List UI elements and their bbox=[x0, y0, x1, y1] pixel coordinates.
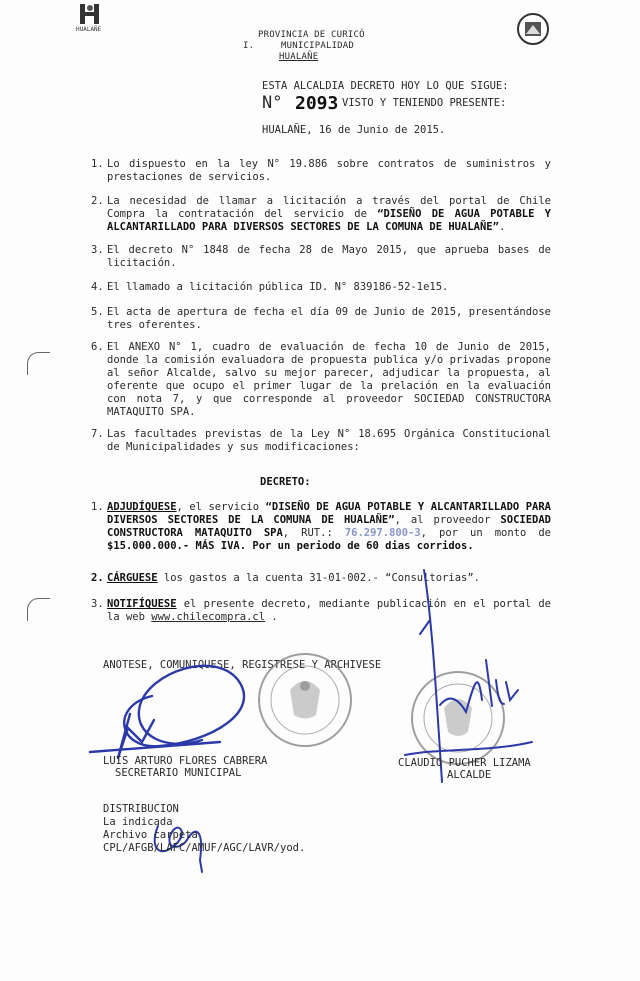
distribution-title: DISTRIBUCION bbox=[103, 803, 179, 815]
consideration-number: 5. bbox=[91, 306, 104, 318]
decree-intro-line2: VISTO Y TENIENDO PRESENTE: bbox=[342, 97, 507, 109]
decreto-text: el presente decreto, mediante publicación en el portal de la web bbox=[107, 598, 551, 623]
consideration-number: 6. bbox=[91, 341, 104, 353]
consideration-text: El llamado a licitación pública ID. N° 839186-52-1e15. bbox=[107, 281, 449, 293]
service-name-bold: “DISEÑO DE AGUA POTABLE Y ALCANTARILLADO PARA DIVERSOS SECTORES DE LA COMUNA DE HUALAÑE” bbox=[107, 501, 551, 526]
decreto-text: los gastos a la cuenta 31-01-002.- “Consultorias”. bbox=[157, 572, 480, 584]
carguese-label: CÁRGUESE bbox=[107, 572, 158, 584]
punch-hole-mark bbox=[27, 598, 50, 621]
distribution-line: Archivo carpeta bbox=[103, 829, 198, 841]
decreto-number: 1. bbox=[91, 501, 104, 513]
right-signatory-title: ALCALDE bbox=[447, 769, 492, 781]
punch-hole-mark bbox=[27, 352, 50, 375]
decree-date: HUALAÑE, 16 de Junio de 2015. bbox=[262, 124, 446, 136]
municipality-label: MUNICIPALIDAD bbox=[281, 41, 355, 51]
consideration-number: 7. bbox=[91, 428, 104, 440]
right-signatory-name: CLAUDIO PUCHER LIZAMA bbox=[398, 757, 531, 769]
distribution-line: La indicada bbox=[103, 816, 173, 828]
closing-line: ANOTESE, COMUNIQUESE, REGISTRESE Y ARCHIVESE bbox=[103, 659, 382, 671]
consideration-text: Las facultades previstas de la Ley N° 18.695 Orgánica Constitucional de Municipalidades y sus modificaciones: bbox=[107, 428, 551, 453]
chilecompra-link[interactable]: www.chilecompra.cl bbox=[151, 611, 266, 623]
consideration-number: 4. bbox=[91, 281, 104, 293]
decreto-title: DECRETO: bbox=[260, 476, 311, 488]
secretary-signature bbox=[90, 666, 244, 758]
decreto-text: , el servicio bbox=[176, 501, 266, 513]
decreto-text-end: . bbox=[265, 611, 278, 623]
provider-name-bold: SOCIEDAD CONSTRUCTORA MATAQUITO SPA bbox=[107, 514, 551, 539]
city-label: HUALAÑE bbox=[279, 52, 319, 62]
left-signatory-title: SECRETARIO MUNICIPAL bbox=[115, 767, 242, 779]
logo-left-label: HUALAÑE bbox=[76, 26, 102, 33]
decreto-text: , al proveedor bbox=[394, 514, 501, 526]
notifiquese-label: NOTIFÍQUESE bbox=[107, 598, 177, 610]
service-name-bold: “DISEÑO DE AGUA POTABLE Y ALCANTARILLADO PARA DIVERSOS SECTORES DE LA COMUNA DE HUALAÑE” bbox=[107, 208, 551, 233]
amount-bold: $15.000.000.- MÁS IVA. Por un periodo de 60 dias corridos. bbox=[107, 540, 474, 552]
decree-number: 2093 bbox=[295, 93, 339, 114]
adjudiquese-label: ADJUDÍQUESE bbox=[107, 501, 177, 513]
roman-numeral: I. bbox=[243, 41, 255, 51]
consideration-text: El decreto N° 1848 de fecha 28 de Mayo 2015, que aprueba bases de licitación. bbox=[107, 244, 551, 269]
decreto-number: 3. bbox=[91, 598, 104, 610]
rut-label: , RUT.: bbox=[282, 527, 345, 539]
secretary-stamp bbox=[259, 654, 351, 746]
consideration-text-end: . bbox=[498, 221, 506, 233]
consideration-text: Lo dispuesto en la ley N° 19.886 sobre contratos de suministros y prestaciones de servicios. bbox=[107, 158, 551, 183]
rut-value: 76.297.800-3 bbox=[344, 527, 421, 539]
decreto-number: 2. bbox=[91, 572, 104, 584]
consideration-text: El ANEXO N° 1, cuadro de evaluación de fecha 10 de Junio de 2015, donde la comisión evaluadora de propuesta publica y/o privadas propone al señor Alcalde, salvo su mejor parecer, adjudicar la propuesta, al oferente que ocupo el primer lugar de la prelación en la evaluación con nota 7, y que corresponde al proveedor SOCIEDAD CONSTRUCTORA MATAQUITO SPA. bbox=[107, 341, 551, 418]
distribution-line: CPL/AFGB/LAFC/AMUF/AGC/LAVR/yod. bbox=[103, 842, 306, 854]
decreto-text: , por un monto de bbox=[420, 527, 551, 539]
consideration-text: El acta de apertura de fecha el día 09 de Junio de 2015, presentándose tres oferentes. bbox=[107, 306, 551, 331]
consideration-text: La necesidad de llamar a licitación a través del portal de Chile Compra la contratación del servicio de bbox=[107, 195, 551, 220]
consideration-number: 3. bbox=[91, 244, 104, 256]
left-signatory-name: LUIS ARTURO FLORES CABRERA bbox=[103, 755, 268, 767]
province-label: PROVINCIA DE CURICÓ bbox=[258, 30, 365, 40]
decree-intro-line1: ESTA ALCALDIA DECRETO HOY LO QUE SIGUE: bbox=[262, 80, 509, 92]
consideration-number: 1. bbox=[91, 158, 104, 170]
consideration-number: 2. bbox=[91, 195, 104, 207]
decree-number-prefix: N° bbox=[262, 93, 283, 113]
